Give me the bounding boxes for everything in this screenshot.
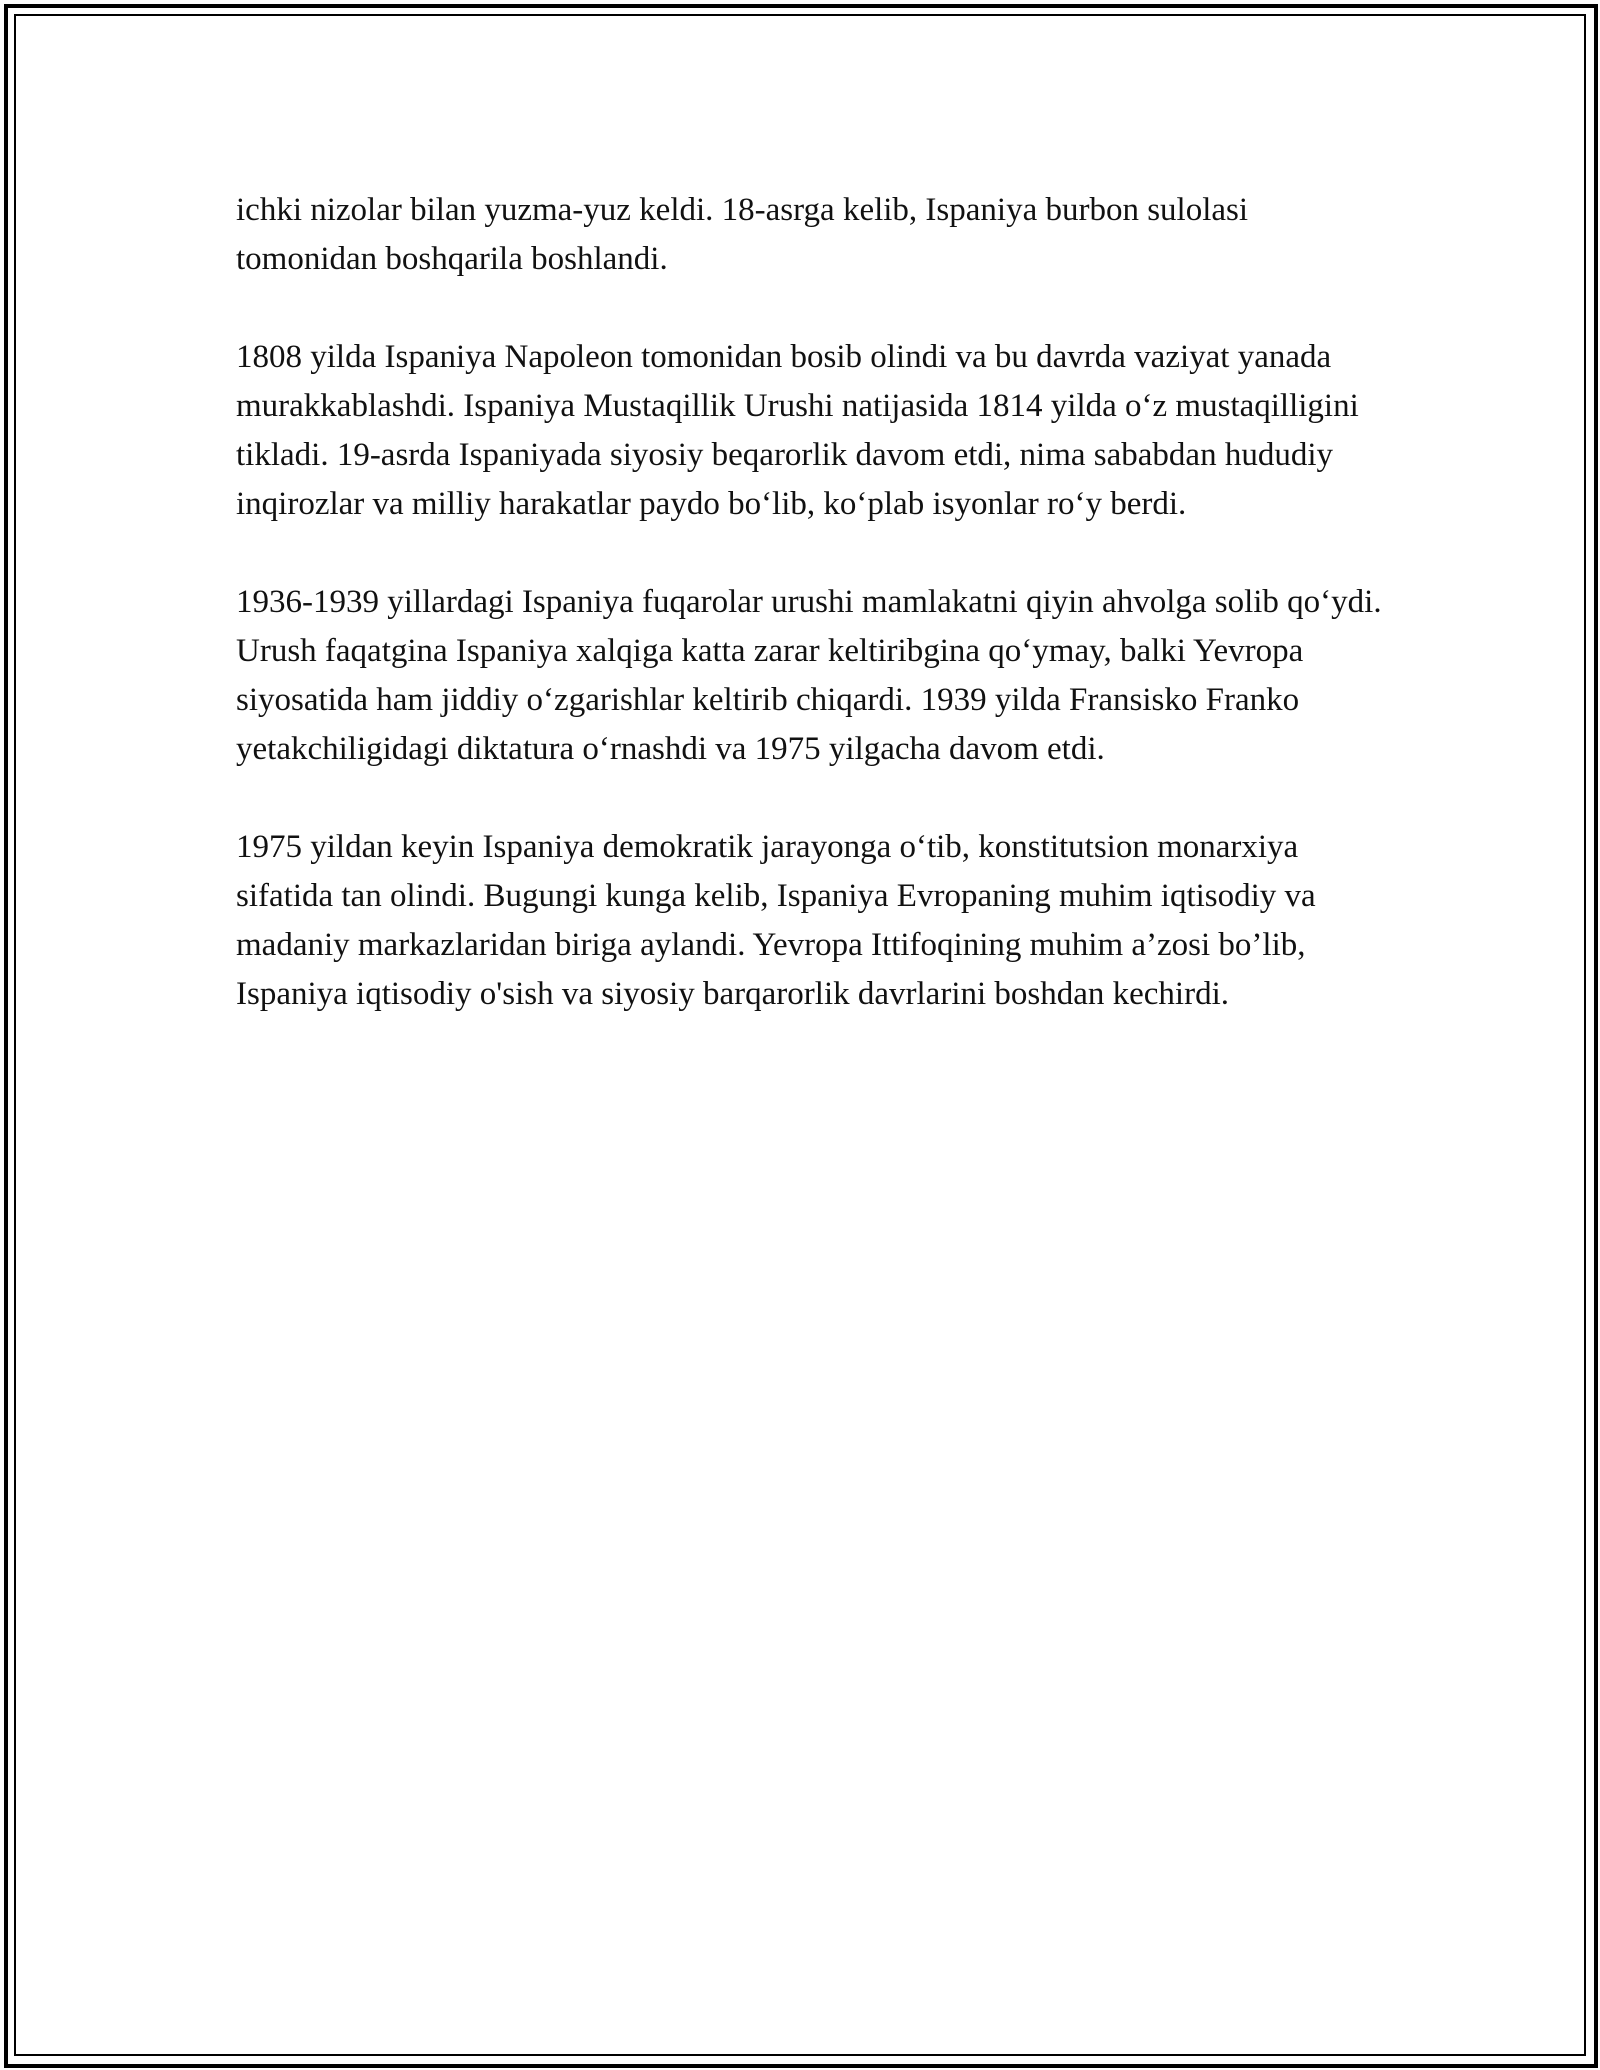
- paragraph-3: 1936-1939 yillardagi Ispaniya fuqarolar urushi mamlakatni qiyin ahvolga solib qo‘ydi. Urush faqatgina Ispaniya xalqiga katta zarar keltiribgina qo‘ymay, balki Yevropa siyosatida ham jiddiy o‘zgarishlar keltirib chiqardi. 1939 yilda Fransisko Franko yetakchiligidagi diktatura o‘rnashdi va 1975 yilgacha davom etdi.: [236, 584, 1382, 767]
- document-body: [236, 186, 1396, 1019]
- paragraph-4: 1975 yildan keyin Ispaniya demokratik jarayonga o‘tib, konstitutsion monarxiya sifatida tan olindi. Bugungi kunga kelib, Ispaniya Evropaning muhim iqtisodiy va madaniy markazlaridan biriga aylandi. Yevropa Ittifoqining muhim a’zosi bo’lib, Ispaniya iqtisodiy o'sish va siyosiy barqarorlik davrlarini boshdan kechirdi.: [236, 829, 1316, 1012]
- paragraph-1: ichki nizolar bilan yuzma-yuz keldi. 18-asrga kelib, Ispaniya burbon sulolasi tomonidan boshqarila boshlandi.: [236, 192, 1249, 277]
- paragraph-2: 1808 yilda Ispaniya Napoleon tomonidan bosib olindi va bu davrda vaziyat yanada murakkablashdi. Ispaniya Mustaqillik Urushi natijasida 1814 yilda o‘z mustaqilligini tikladi. 19-asrda Ispaniyada siyosiy beqarorlik davom etdi, nima sababdan hududiy inqirozlar va milliy harakatlar paydo bo‘lib, ko‘plab isyonlar ro‘y berdi.: [236, 339, 1359, 522]
